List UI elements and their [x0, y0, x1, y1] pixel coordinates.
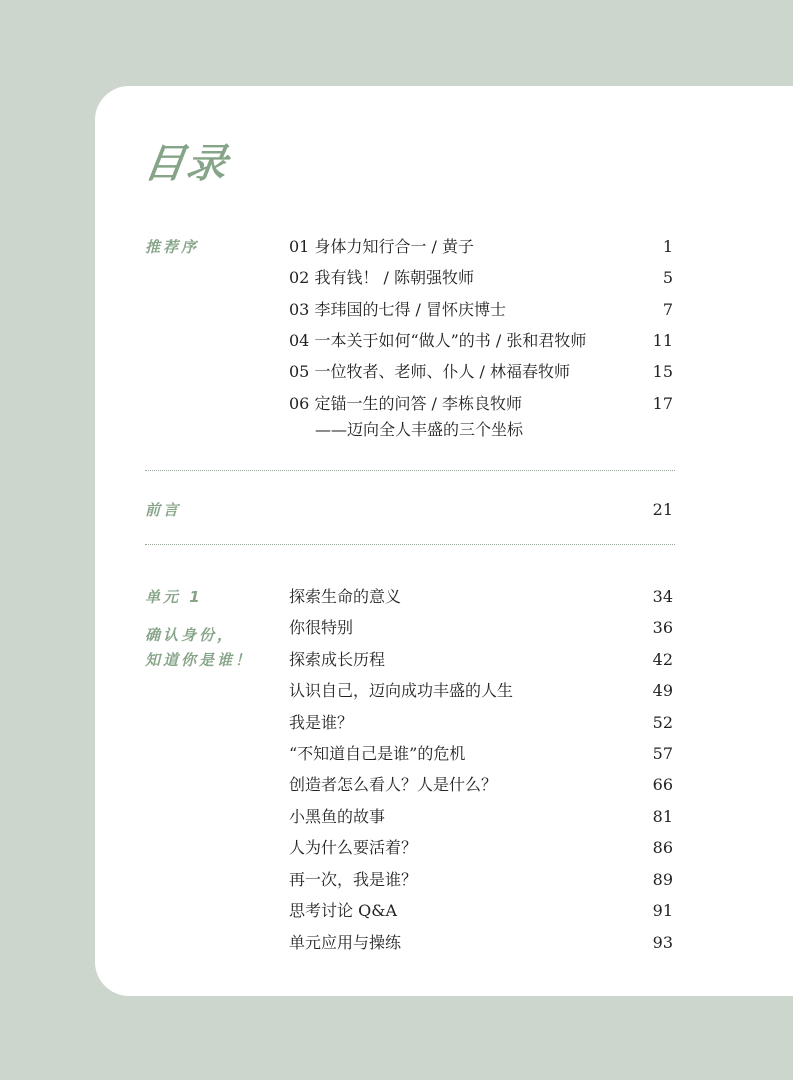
toc-entry-title: 05 一位牧者、老师、仆人 / 林福春牧师 — [289, 362, 571, 381]
toc-entry-page: 57 — [652, 744, 673, 763]
toc-entry-page: 93 — [652, 933, 673, 952]
section-label-preface: 前言 — [145, 501, 182, 519]
page-title: 目录 — [141, 141, 232, 187]
toc-entry[interactable] — [289, 742, 673, 766]
section-label-unit1: 单元 1 — [145, 588, 203, 606]
unit1-subtitle-line2: 知道你是谁！ — [145, 651, 254, 669]
toc-entry-title: 探索生命的意义 — [289, 587, 402, 606]
toc-entry[interactable] — [289, 360, 673, 384]
toc-entry-title: 再一次，我是谁？ — [289, 870, 418, 889]
toc-entry-page: 81 — [652, 807, 673, 826]
toc-entry-title: “不知道自己是谁”的危机 — [289, 744, 466, 763]
toc-entry[interactable] — [289, 616, 673, 640]
toc-entry[interactable] — [289, 298, 673, 322]
toc-entry-title: 小黑鱼的故事 — [289, 807, 386, 826]
dotted-divider — [145, 544, 675, 545]
toc-entry-preface[interactable] — [289, 498, 673, 522]
toc-entry-page: 1 — [662, 237, 673, 256]
toc-entry-page: 36 — [652, 618, 673, 637]
toc-entry-page: 21 — [652, 500, 673, 519]
toc-entry[interactable] — [289, 868, 673, 892]
toc-entry-page: 15 — [652, 362, 673, 381]
toc-entry-title: 我是谁？ — [289, 713, 354, 732]
toc-entry[interactable] — [289, 899, 673, 923]
toc-entry-page: 86 — [652, 838, 673, 857]
toc-entry[interactable] — [289, 392, 673, 439]
toc-entry-page: 89 — [652, 870, 673, 889]
toc-entry[interactable] — [289, 235, 673, 259]
toc-entry-title: 02 我有钱！ / 陈朝强牧师 — [289, 268, 475, 287]
toc-entry-page: 91 — [652, 901, 673, 920]
toc-entry-title: 人为什么要活着？ — [289, 838, 418, 857]
unit1-subtitle-line1: 确认身份， — [145, 626, 236, 644]
toc-entry[interactable] — [289, 931, 673, 955]
dotted-divider — [145, 470, 675, 471]
toc-entry[interactable] — [289, 679, 673, 703]
toc-entry[interactable] — [289, 648, 673, 672]
toc-entry[interactable] — [289, 805, 673, 829]
toc-entry-title: 探索成长历程 — [289, 650, 386, 669]
toc-entry[interactable] — [289, 773, 673, 797]
toc-entry[interactable] — [289, 329, 673, 353]
toc-entry-title: 04 一本关于如何“做人”的书 / 张和君牧师 — [289, 331, 587, 350]
toc-entry[interactable] — [289, 585, 673, 609]
toc-entry-page: 52 — [652, 713, 673, 732]
toc-entry-page: 7 — [662, 300, 673, 319]
toc-entry-page: 5 — [662, 268, 673, 287]
toc-entry-title: 创造者怎么看人？人是什么？ — [289, 775, 498, 794]
toc-entry-page: 66 — [652, 775, 673, 794]
toc-entry-title: 认识自己，迈向成功丰盛的人生 — [289, 681, 514, 700]
toc-entry[interactable] — [289, 711, 673, 735]
toc-entry-title: 01 身体力知行合一 / 黄子 — [289, 237, 475, 256]
toc-entry-subtitle: ——迈向全人丰盛的三个坐标 — [315, 420, 524, 439]
toc-entry-title: 你很特别 — [289, 618, 354, 637]
toc-entry[interactable] — [289, 266, 673, 290]
toc-entry-page: 11 — [652, 331, 673, 350]
toc-entry-title: 思考讨论 Q&A — [289, 901, 398, 920]
section-label-recommend: 推荐序 — [145, 238, 200, 256]
toc-entry-title: 06 定锚一生的问答 / 李栋良牧师 — [289, 394, 523, 413]
toc-entry[interactable] — [289, 836, 673, 860]
toc-entry-page: 17 — [652, 394, 673, 413]
toc-entry-title: 03 李玮国的七得 / 冒怀庆博士 — [289, 300, 507, 319]
toc-entry-page: 42 — [652, 650, 673, 669]
toc-entry-title: 单元应用与操练 — [289, 933, 402, 952]
toc-entry-page: 49 — [652, 681, 673, 700]
toc-entry-page: 34 — [652, 587, 673, 606]
